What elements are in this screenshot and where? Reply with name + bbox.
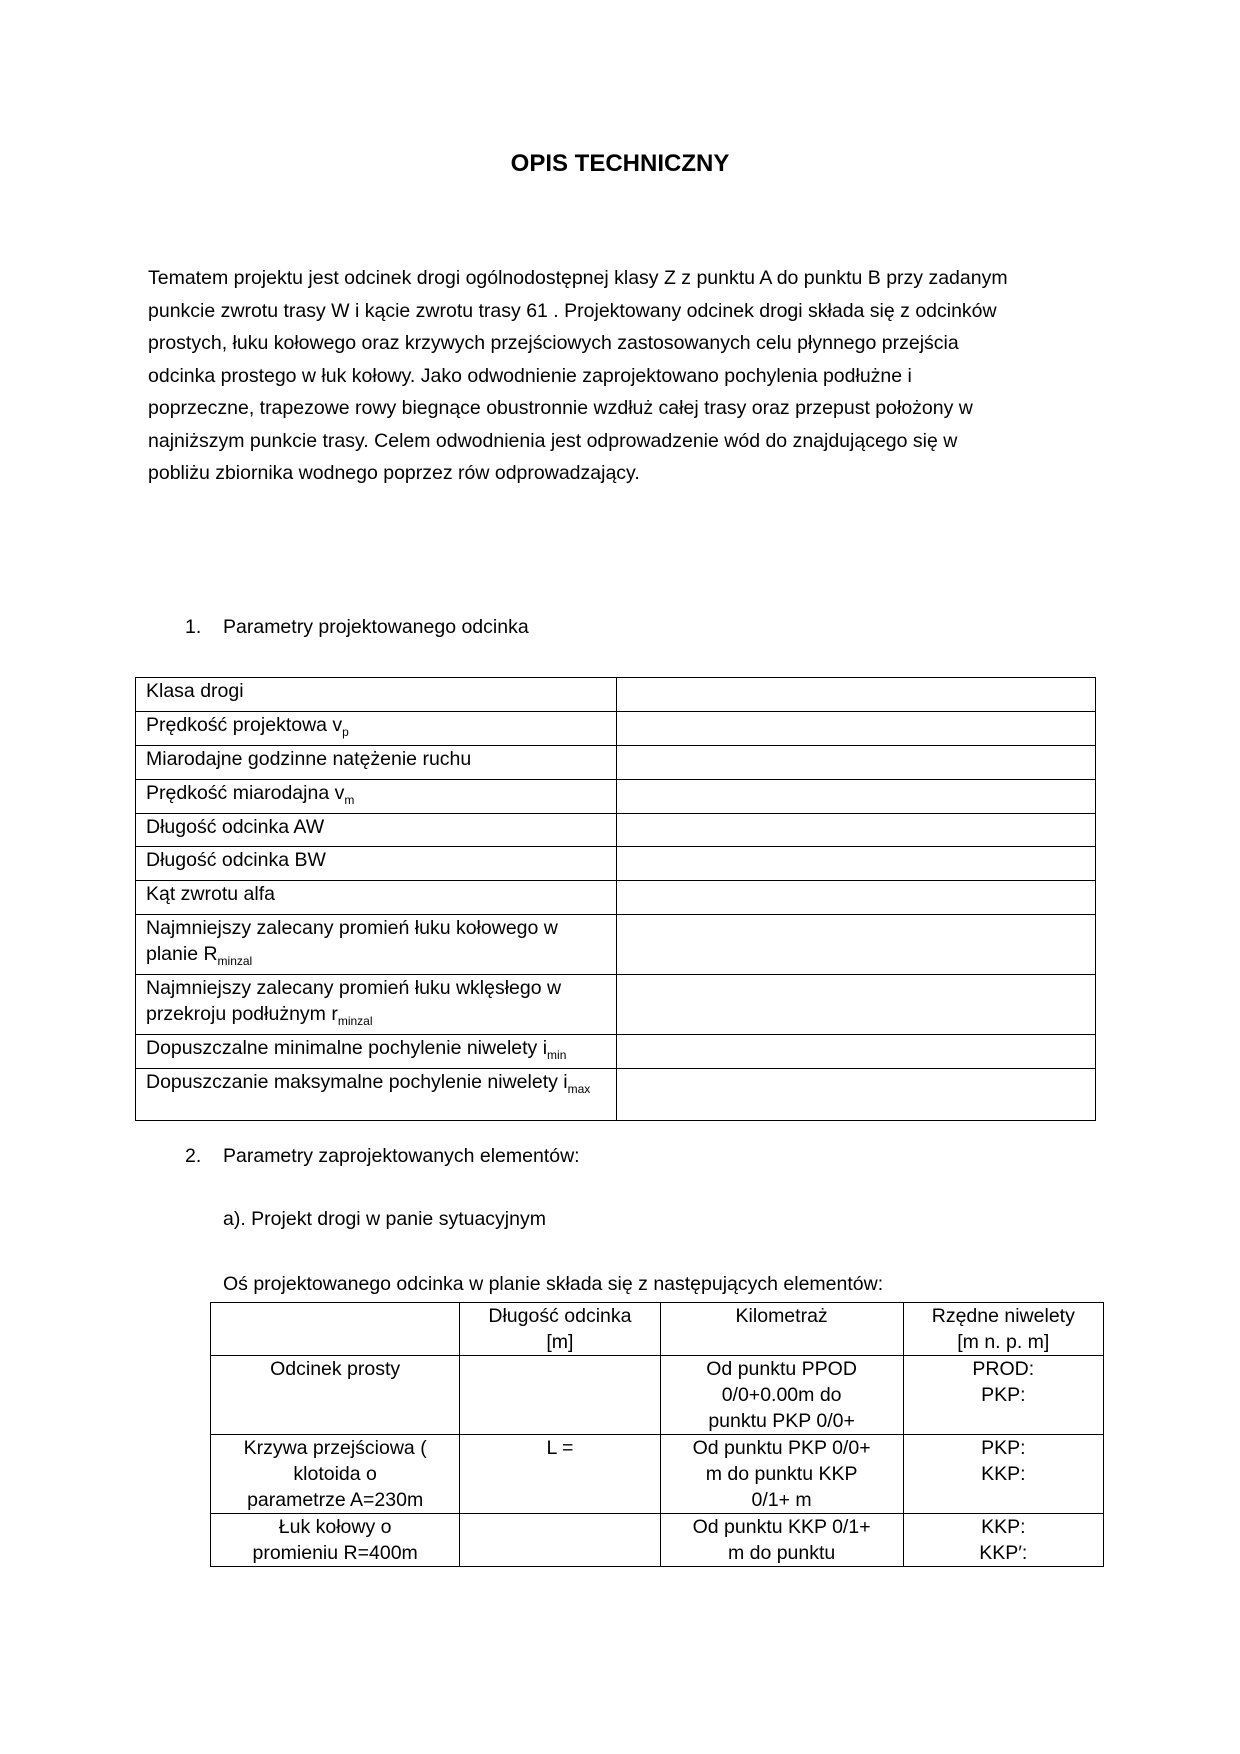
parameter-subscript: min [547,1047,567,1062]
table-row [211,1435,1104,1514]
parameter-label [136,1035,617,1069]
section-2-title: Parametry zaprojektowanych elementów: [223,1145,580,1167]
parameter-value [617,711,1096,745]
table-cell: PKP: KKP: [903,1435,1103,1514]
table-row [136,915,1096,975]
table-row [136,745,1096,779]
parameter-label-text: Prędkość miarodajna v [146,781,345,804]
table-row [136,1068,1096,1120]
table-row [211,1514,1104,1567]
document-title: OPIS TECHNICZNY [510,150,730,177]
column-header [211,1303,460,1356]
parameters-table [135,677,1096,1121]
parameter-label [136,813,617,847]
column-header: Rzędne niwelety [m n. p. m] [903,1303,1103,1356]
parameter-label [136,779,617,813]
subsection-title: a). Projekt drogi w panie sytuacyjnym [223,1208,546,1230]
elements-table [210,1302,1104,1567]
parameter-value [617,915,1096,975]
column-header: Kilometraż [660,1303,903,1356]
parameter-label-text: Długość odcinka BW [146,849,326,872]
parameter-label-text: Najmniejszy zalecany promień łuku wklęsłego w przekroju podłużnym r [146,977,562,1026]
parameter-value [617,745,1096,779]
parameter-label-text: Klasa drogi [146,680,244,702]
parameter-label [136,1068,617,1120]
table-cell: Od punktu PPOD 0/0+0.00m do punktu PKP 0/0+ [660,1356,903,1435]
parameter-label-text: Kąt zwrotu alfa [146,883,275,906]
parameter-value [617,975,1096,1035]
parameter-subscript: p [342,724,349,739]
section-2-number: 2. [185,1145,202,1167]
parameter-label-text: Dopuszczalne minimalne pochylenie niwelety i [146,1037,548,1060]
table-cell: L = [460,1435,660,1514]
column-header: Długość odcinka [m] [460,1303,660,1356]
table-row [136,881,1096,915]
table-cell [460,1356,660,1435]
parameter-value [617,881,1096,915]
parameter-label-text: Miarodajne godzinne natężenie ruchu [146,747,472,770]
table-header-row [211,1303,1104,1356]
parameter-label [136,847,617,881]
table-cell: Krzywa przejściowa ( klotoida o parametrze A=230m [211,1435,460,1514]
parameter-subscript: m [344,792,355,807]
intro-line: punkcie zwrotu trasy W i kącie zwrotu trasy 61 . Projektowany odcinek drogi składa się z odcinków [148,299,997,322]
table-cell: Łuk kołowy o promieniu R=400m [211,1514,460,1567]
table-row [211,1356,1104,1435]
parameter-value [617,847,1096,881]
parameter-value [617,1068,1096,1120]
section-1-title: Parametry projektowanego odcinka [223,616,529,638]
parameter-label [136,881,617,915]
table-cell: Odcinek prosty [211,1356,460,1435]
parameter-value [617,813,1096,847]
parameter-subscript: minzal [217,954,253,969]
section-1-number: 1. [185,616,202,638]
table-row [136,975,1096,1035]
table-row [136,813,1096,847]
table-cell [460,1514,660,1567]
intro-paragraph [148,262,1088,490]
table-cell: Od punktu PKP 0/0+ m do punktu KKP 0/1+ m [660,1435,903,1514]
table-row [136,847,1096,881]
intro-line: Tematem projektu jest odcinek drogi ogólnodostępnej klasy Z z punktu A do punktu B przy zadanym [148,267,1008,289]
intro-line: pobliżu zbiornika wodnego poprzez rów odprowadzający. [148,462,640,484]
parameter-value [617,779,1096,813]
intro-line: prostych, łuku kołowego oraz krzywych przejściowych zastosowanych celu płynnego przejścia [148,332,959,354]
table-row [136,678,1096,712]
parameter-label [136,975,617,1035]
parameter-label [136,711,617,745]
parameter-label [136,678,617,712]
parameter-subscript: minzal [337,1014,373,1029]
parameter-label [136,915,617,975]
table-cell: KKP: KKP′: [903,1514,1103,1567]
parameter-subscript: max [567,1081,591,1096]
table-row [136,779,1096,813]
table-cell: Od punktu KKP 0/1+ m do punktu [660,1514,903,1567]
table-row [136,1035,1096,1069]
intro-line: poprzeczne, trapezowe rowy biegnące obustronnie wzdłuż całej trasy oraz przepust położony w [148,397,973,419]
table-cell: PROD: PKP: [903,1356,1103,1435]
parameter-label [136,745,617,779]
intro-line: najniższym punkcie trasy. Celem odwodnienia jest odprowadzenie wód do znajdującego się w [148,429,958,452]
parameter-label-text: Dopuszczanie maksymalne pochylenie niwelety i [146,1070,568,1093]
parameter-label-text: Najmniejszy zalecany promień łuku kołowego w planie R [146,917,558,966]
intro-line: odcinka prostego w łuk kołowy. Jako odwodnienie zaprojektowano pochylenia podłużne i [148,364,912,387]
table-row [136,711,1096,745]
parameter-value [617,678,1096,712]
parameter-value [617,1035,1096,1069]
parameter-label-text: Prędkość projektowa v [146,713,343,736]
parameter-label-text: Długość odcinka AW [146,815,325,838]
elements-intro: Oś projektowanego odcinka w planie składa się z następujących elementów: [223,1273,884,1295]
